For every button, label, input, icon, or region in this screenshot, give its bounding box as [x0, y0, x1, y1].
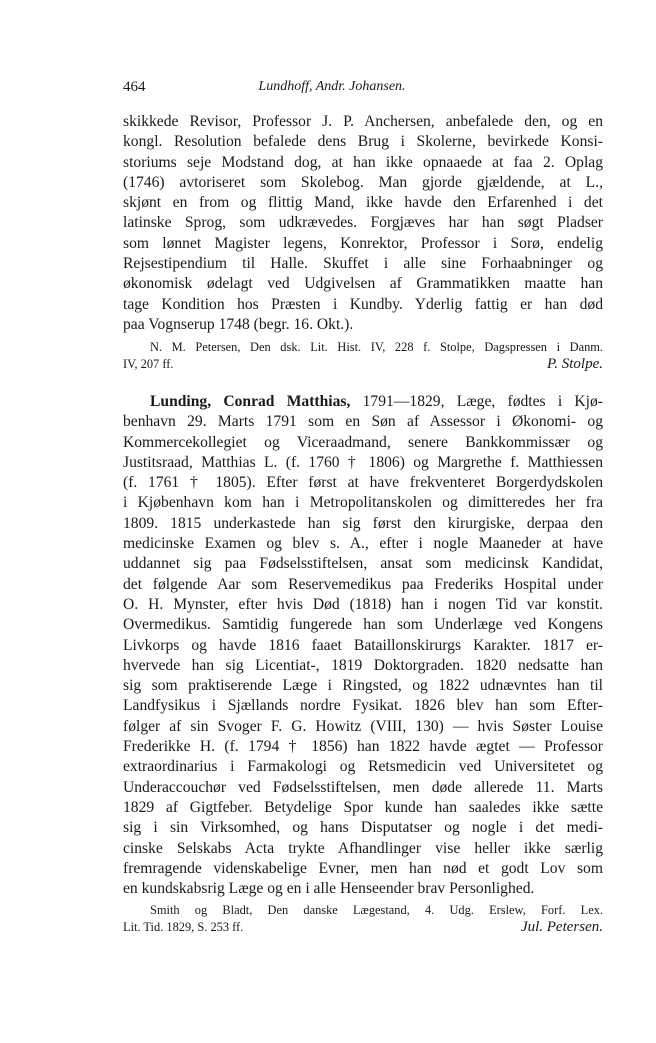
- entry-first-line: [123, 392, 603, 412]
- text-line: extraordinarius i Farmakologi og Retsmedicin ved Universitetet og: [123, 758, 603, 776]
- text-line: (1746) avtoriseret som Skolebog. Man gjorde gjældende, at L.,: [123, 173, 603, 191]
- text-line: (f. 1761 † 1805). Efter først at have frekventeret Borgerdydskolen: [123, 474, 603, 492]
- text-line: kongl. Resolution befalede dens Brug i Skolerne, bevirkede Konsi-: [123, 133, 603, 151]
- entry-references: [123, 339, 603, 373]
- text-line: storiums seje Modstand dog, at han ikke opnaaede at faa 2. Oplag: [123, 153, 603, 171]
- text-line: økonomisk ødelagt ved Udgivelsen af Grammatikken maatte han: [123, 275, 603, 293]
- text-line: Landfysikus i Sjællands nordre Fysikat. 1826 blev han som Efter-: [123, 697, 603, 715]
- text-line: medicinske Examen og blev s. A., efter i nogle Maaneder at have: [123, 535, 603, 553]
- text-line: sig som praktiserende Læge i Ringsted, og 1822 udnævntes han til: [123, 677, 603, 695]
- text-line: benhavn 29. Marts 1791 som en Søn af Assessor i Økonomi- og: [123, 413, 603, 431]
- text-line: cinske Selskabs Acta trykte Afhandlinger vise heller ikke særlig: [123, 839, 603, 857]
- reference-text: IV, 207 ff.: [123, 357, 174, 371]
- text-line: det følgende Aar som Reservemedikus paa Frederiks Hospital under: [123, 575, 603, 593]
- entry-lunding-conrad-matthias: [123, 392, 603, 899]
- author-signature: Jul. Petersen.: [520, 919, 603, 935]
- text-line: Kommercekollegiet og Viceraadmand, senere Bankkommissær og: [123, 433, 603, 451]
- reference-text: Lit. Tid. 1829, S. 253 ff.: [123, 920, 244, 934]
- reference-line: N. M. Petersen, Den dsk. Lit. Hist. IV, 228 f. Stolpe, Dagspressen i Danm.: [150, 340, 603, 354]
- running-title: Lundhoff, Andr. Johansen.: [258, 79, 406, 94]
- entry-text: 1791—1829, Læge, fødtes i Kjø-: [362, 393, 603, 410]
- text-line: sig i sin Virksomhed, og hans Disputatser og nogle i det medi-: [123, 819, 603, 837]
- reference-line: [123, 356, 603, 373]
- text-line: paa Vognserup 1748 (begr. 16. Okt.).: [123, 315, 354, 333]
- text-line: 1809. 1815 underkastede han sig først den kirurgiske, derpaa den: [123, 514, 603, 532]
- reference-line: [123, 919, 603, 936]
- text-line: Livkorps og havde 1816 faaet Bataillonskirurgs Karakter. 1817 er-: [123, 636, 603, 654]
- page-number: 464: [123, 79, 146, 95]
- text-line: Overmedikus. Samtidig fungerede han som Underlæge ved Kongens: [123, 616, 603, 634]
- text-line: latinske Sprog, som udkrævedes. Forgjæves har han søgt Pladser: [123, 214, 603, 232]
- reference-line: Smith og Bladt, Den danske Lægestand, 4. Udg. Erslew, Forf. Lex.: [150, 903, 603, 917]
- text-line: Rejsestipendium til Halle. Skuffet i alle sine Forhaabninger og: [123, 255, 603, 273]
- text-line: hvervede han sig Licentiat-, 1819 Doktorgraden. 1820 nedsatte han: [123, 656, 603, 674]
- text-line: Frederikke H. (f. 1794 † 1856) han 1822 havde ægtet — Professor: [123, 738, 603, 756]
- text-line: en kundskabsrig Læge og en i alle Henseender brav Personlighed.: [123, 880, 535, 898]
- text-line: 1829 af Gigtfeber. Betydelige Spor kunde han saaledes ikke sætte: [123, 798, 603, 816]
- entry-heading-name: Lunding, Conrad Matthias,: [150, 393, 351, 410]
- text-line: skikkede Revisor, Professor J. P. Anchersen, anbefalede den, og en: [123, 113, 603, 130]
- entry-references: [123, 902, 603, 936]
- text-line: fremragende videnskabelige Evner, men han nød et godt Lov som: [123, 859, 603, 877]
- text-line: uddannet sig paa Fødselsstiftelsen, ansat som medicinsk Kandidat,: [123, 555, 603, 573]
- text-line: i Kjøbenhavn kom han i Metropolitanskolen og dimitteredes her fra: [123, 494, 603, 512]
- text-line: som lønnet Magister legens, Konrektor, Professor i Sorø, endelig: [123, 234, 603, 252]
- entry-andr-johansen-lundhoff: [123, 112, 603, 335]
- author-signature: P. Stolpe.: [547, 356, 603, 372]
- text-line: skjønt en from og flittig Mand, ikke havde den Erfarenhed i det: [123, 194, 603, 212]
- text-line: Justitsraad, Matthias L. (f. 1760 † 1806) og Margrethe f. Matthiessen: [123, 453, 603, 471]
- text-line: tage Kondition hos Præsten i Kundby. Yderlig fattig er han død: [123, 295, 603, 313]
- text-line: Underaccouchør ved Fødselsstiftelsen, men døde allerede 11. Marts: [123, 778, 603, 796]
- text-line: følger af sin Svoger F. G. Howitz (VIII, 130) — hvis Søster Louise: [123, 717, 603, 735]
- text-line: O. H. Mynster, efter hvis Død (1818) han i nogen Tid var konstit.: [123, 595, 603, 613]
